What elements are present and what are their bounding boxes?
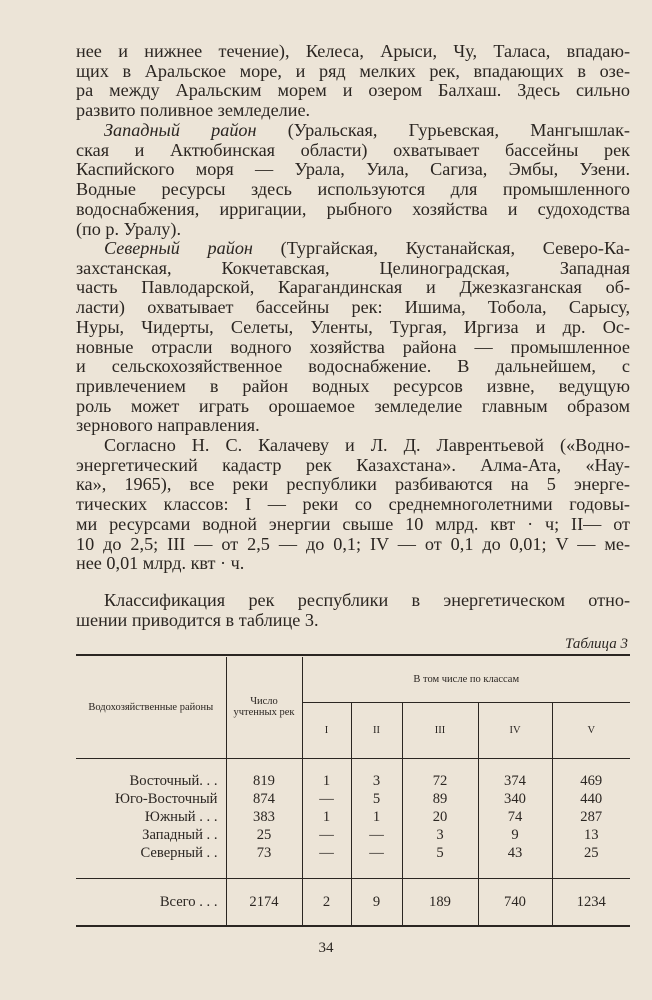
district-heading-northern: Северный район (104, 238, 253, 258)
table-row (76, 790, 630, 808)
row-class-i: 1 (302, 772, 351, 790)
row-district: Северный . . (140, 845, 218, 861)
row-class-i: — (302, 826, 351, 844)
header-class-iv: IV (478, 702, 552, 758)
row-class-v: 440 (552, 790, 630, 808)
row-class-v: 25 (552, 844, 630, 862)
table-top-rule (76, 654, 630, 656)
row-class-ii: 3 (351, 772, 402, 790)
row-class-ii: 5 (351, 790, 402, 808)
text-line: нее 0,01 млрд. квт · ч. (76, 553, 245, 574)
district-heading-western: Западный район (104, 120, 257, 140)
table-caption: Таблица 3 (565, 636, 628, 652)
row-class-ii: — (351, 826, 402, 844)
text-line: захстанская, Кокчетавская, Целиноградская, Западная (76, 257, 630, 278)
row-count: 383 (226, 808, 302, 826)
row-class-iv: 9 (478, 826, 552, 844)
header-river-count: Число учтенных рек (226, 657, 302, 758)
text-line: Водные ресурсы здесь используются для промышленного (76, 179, 630, 200)
row-class-ii: 1 (351, 808, 402, 826)
text-line: (Уральская, Гурьевская, Мангышлак- (256, 120, 630, 140)
paragraph-northern-district (76, 239, 630, 436)
row-district: Южный . . . (144, 809, 218, 825)
total-count: 2174 (226, 878, 302, 926)
text-line: ра между Аральским морем и озером Балхаш. Здесь сильно (76, 80, 630, 101)
total-class-iii: 189 (402, 878, 478, 926)
text-line: щих в Аральское море, и ряд мелких рек, впадающих в озе- (76, 60, 630, 81)
header-classes-group: В том числе по классам (302, 657, 630, 702)
row-class-v: 469 (552, 772, 630, 790)
text-line: Согласно Н. С. Калачеву и Л. Д. Лаврентьевой («Водно- (104, 435, 630, 455)
row-count: 874 (226, 790, 302, 808)
row-class-i: — (302, 790, 351, 808)
text-line: Нуры, Чидерты, Селеты, Уленты, Тургая, Иргиза и др. Ос- (76, 316, 630, 337)
energy-class-table (76, 657, 630, 926)
row-class-v: 287 (552, 808, 630, 826)
text-line: развито поливное земледелие. (76, 100, 311, 121)
total-row (76, 878, 630, 926)
text-line: ка», 1965), все реки республики разбиваются на 5 энерге- (76, 474, 630, 495)
header-class-v: V (552, 702, 630, 758)
text-line: 10 до 2,5; III — от 2,5 — до 0,1; IV — от 0,1 до 0,01; V — ме- (76, 533, 630, 554)
text-line: ская и Актюбинская области) охватывает бассейны рек (76, 139, 630, 160)
row-class-i: 1 (302, 808, 351, 826)
text-line: (Тургайская, Кустанайская, Северо-Ка- (252, 238, 630, 258)
header-district: Водохозяйственные районы (76, 657, 226, 758)
total-class-v: 1234 (552, 878, 630, 926)
text-line: шении приводится в таблице 3. (76, 609, 319, 630)
row-class-iv: 340 (478, 790, 552, 808)
text-line: привлечением в район водных ресурсов извне, ведущую (76, 375, 630, 396)
paragraph-western-district (76, 121, 630, 239)
text-line: нее и нижнее течение), Келеса, Арыси, Чу, Таласа, впадаю- (76, 41, 630, 61)
text-line: ласти) охватывает бассейны рек: Ишима, Тобола, Сарысу, (76, 297, 630, 318)
row-count: 25 (226, 826, 302, 844)
table-row (76, 844, 630, 862)
header-class-iii: III (402, 702, 478, 758)
row-class-iv: 374 (478, 772, 552, 790)
paragraph-1 (76, 42, 630, 121)
paragraph-table-intro (76, 591, 630, 630)
row-district: Западный . . (142, 827, 218, 843)
text-line: Классификация рек республики в энергетическом отно- (104, 590, 630, 610)
row-class-ii: — (351, 844, 402, 862)
row-class-i: — (302, 844, 351, 862)
row-class-iii: 3 (402, 826, 478, 844)
total-class-i: 2 (302, 878, 351, 926)
paragraph-energy-classes (76, 436, 630, 574)
row-class-iii: 5 (402, 844, 478, 862)
table-row (76, 808, 630, 826)
total-label: Всего . . . (76, 878, 226, 926)
text-line: роль может играть орошаемое земледелие главным образом (76, 395, 630, 416)
text-line: водоснабжения, ирригации, рыбного хозяйства и судоходства (76, 198, 630, 219)
row-class-iii: 89 (402, 790, 478, 808)
row-count: 73 (226, 844, 302, 862)
row-class-iii: 20 (402, 808, 478, 826)
row-count: 819 (226, 772, 302, 790)
text-line: часть Павлодарской, Карагандинская и Джезказганская об- (76, 277, 630, 298)
text-line: тических классов: I — реки со среднемноголетними годовы- (76, 494, 630, 515)
text-line: зернового направления. (76, 415, 260, 436)
table-row (76, 826, 630, 844)
total-class-iv: 740 (478, 878, 552, 926)
text-line: новные отрасли водного хозяйства района — промышленное (76, 336, 630, 357)
total-class-ii: 9 (351, 878, 402, 926)
table-row (76, 772, 630, 790)
row-class-iii: 72 (402, 772, 478, 790)
page-number: 34 (318, 940, 334, 956)
table-bottom-rule (76, 925, 630, 927)
text-line: и сельскохозяйственное водоснабжение. В дальнейшем, с (76, 356, 630, 377)
row-class-v: 13 (552, 826, 630, 844)
row-district: Восточный. . . (129, 773, 218, 789)
row-class-iv: 43 (478, 844, 552, 862)
header-class-ii: II (351, 702, 402, 758)
text-line: ми ресурсами водной энергии свыше 10 млрд. квт · ч; II— от (76, 513, 630, 534)
text-line: энергетический кадастр рек Казахстана». Алма-Ата, «Нау- (76, 454, 630, 475)
row-class-iv: 74 (478, 808, 552, 826)
text-line: Каспийского моря — Урала, Уила, Сагиза, Эмбы, Узени. (76, 159, 630, 180)
header-class-i: I (302, 702, 351, 758)
text-line: (по р. Уралу). (76, 218, 181, 239)
row-district: Юго-Восточный (114, 791, 218, 807)
